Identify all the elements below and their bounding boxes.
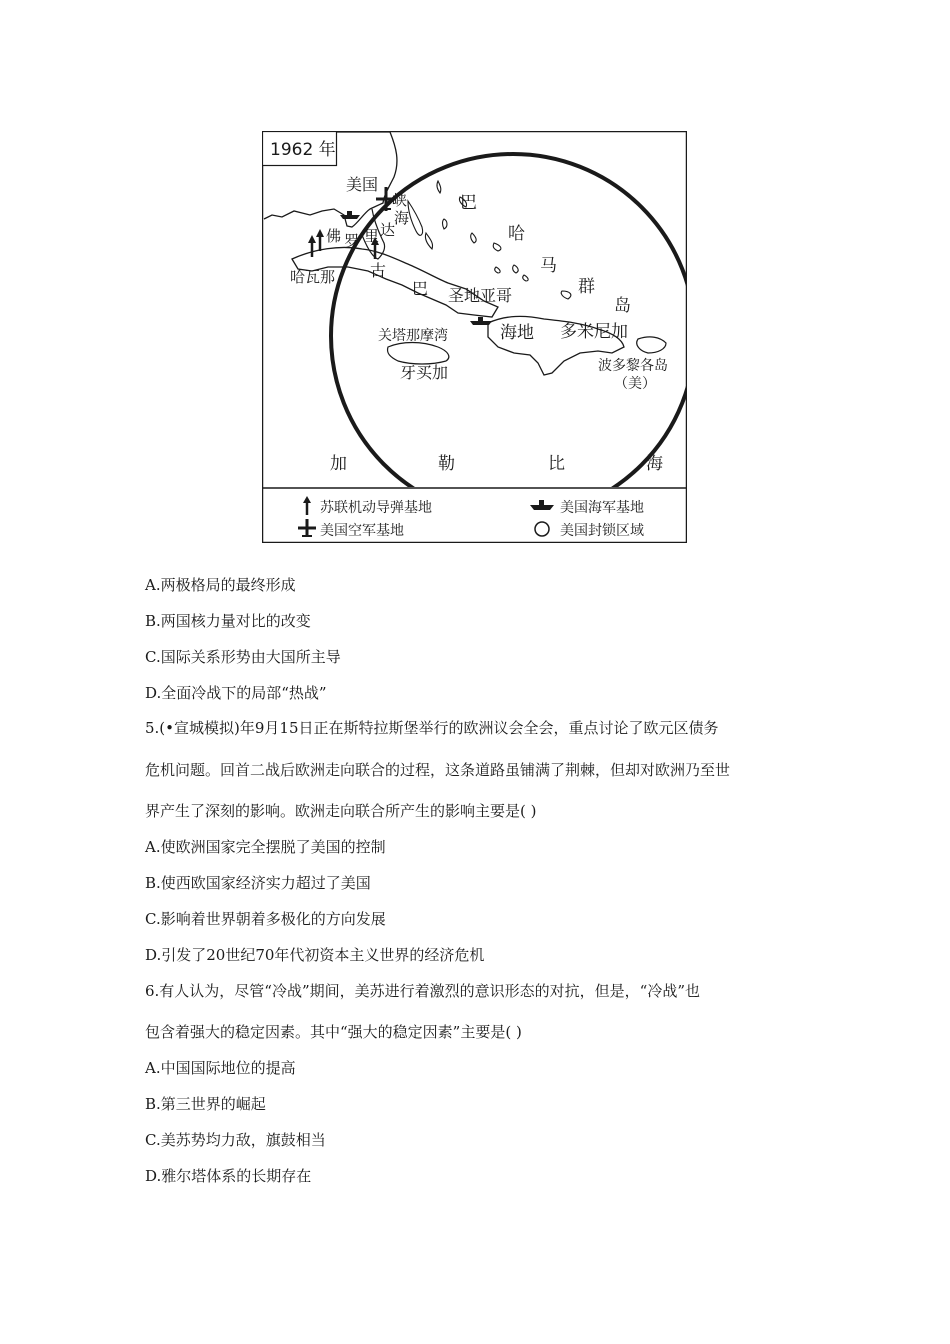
question-line: 6.有人认为，尽管“冷战”期间，美苏进行着激烈的意识形态的对抗，但是，“冷战”也 (145, 982, 700, 1000)
label-bahamas-char: 岛 (614, 296, 631, 316)
label-cuba-char: 古 (370, 261, 387, 280)
option-line: B.第三世界的崛起 (145, 1095, 266, 1113)
label-bahamas-char: 马 (540, 256, 557, 276)
label-jamaica: 牙买加 (400, 363, 449, 382)
label-caribbean-char: 勒 (438, 454, 455, 474)
label-haiti: 海地 (500, 323, 534, 343)
label-strait-char: 海 (394, 209, 410, 227)
label-strait-char: 罗 (344, 232, 360, 250)
label-bahamas-char: 哈 (508, 224, 525, 244)
label-strait-char: 佛 (326, 227, 342, 245)
label-caribbean-char: 加 (330, 454, 347, 474)
legend-us-airforce-label: 美国空军基地 (320, 523, 404, 539)
label-usa: 美国 (346, 175, 379, 194)
label-guantanamo: 关塔那摩湾 (378, 328, 448, 344)
option-line: D.雅尔塔体系的长期存在 (145, 1167, 312, 1185)
option-line: A.使欧洲国家完全摆脱了美国的控制 (145, 838, 386, 856)
label-strait-char: 峡 (392, 191, 408, 209)
label-puerto-rico-note: （美） (614, 376, 656, 392)
question-line: 包含着强大的稳定因素。其中“强大的稳定因素”主要是( ) (145, 1023, 522, 1041)
option-line: B.使西欧国家经济实力超过了美国 (145, 874, 371, 892)
label-strait-char: 达 (380, 221, 396, 239)
question-line: 界产生了深刻的影响。欧洲走向联合所产生的影响主要是( ) (145, 802, 537, 820)
year-label: 1962 年 (270, 140, 336, 160)
label-havana: 哈瓦那 (290, 268, 336, 286)
option-line: C.美苏势均力敌，旗鼓相当 (145, 1131, 326, 1149)
legend-us-navy-label: 美国海军基地 (560, 500, 644, 516)
label-cuba-char: 巴 (412, 279, 429, 298)
label-dominican: 多米尼加 (560, 322, 628, 342)
label-caribbean-char: 比 (548, 454, 565, 474)
option-line: D.引发了20世纪70年代初资本主义世界的经济危机 (145, 946, 485, 964)
label-bahamas-char: 巴 (460, 193, 477, 213)
label-strait-char: 里 (364, 227, 380, 245)
legend-soviet-missile-label: 苏联机动导弹基地 (320, 500, 432, 516)
label-puerto-rico: 波多黎各岛 (598, 358, 668, 374)
question-line: 危机问题。回首二战后欧洲走向联合的过程，这条道路虽铺满了荆棘，但却对欧洲乃至世 (145, 761, 731, 779)
option-line: C.影响着世界朝着多极化的方向发展 (145, 910, 386, 928)
option-line: B.两国核力量对比的改变 (145, 612, 311, 630)
label-bahamas-char: 群 (578, 277, 595, 297)
option-line: A.两极格局的最终形成 (145, 576, 296, 594)
cuban-missile-crisis-map (262, 131, 687, 543)
question-line: 5.(•宣城模拟)年9月15日正在斯特拉斯堡举行的欧洲议会全会，重点讨论了欧元区债务 (145, 719, 719, 737)
label-caribbean-char: 海 (646, 454, 663, 474)
option-line: D.全面冷战下的局部“热战” (145, 684, 327, 702)
option-line: A.中国国际地位的提高 (145, 1059, 296, 1077)
legend-blockade-label: 美国封锁区域 (560, 523, 644, 539)
option-line: C.国际关系形势由大国所主导 (145, 648, 341, 666)
label-santiago: 圣地亚哥 (448, 286, 513, 305)
